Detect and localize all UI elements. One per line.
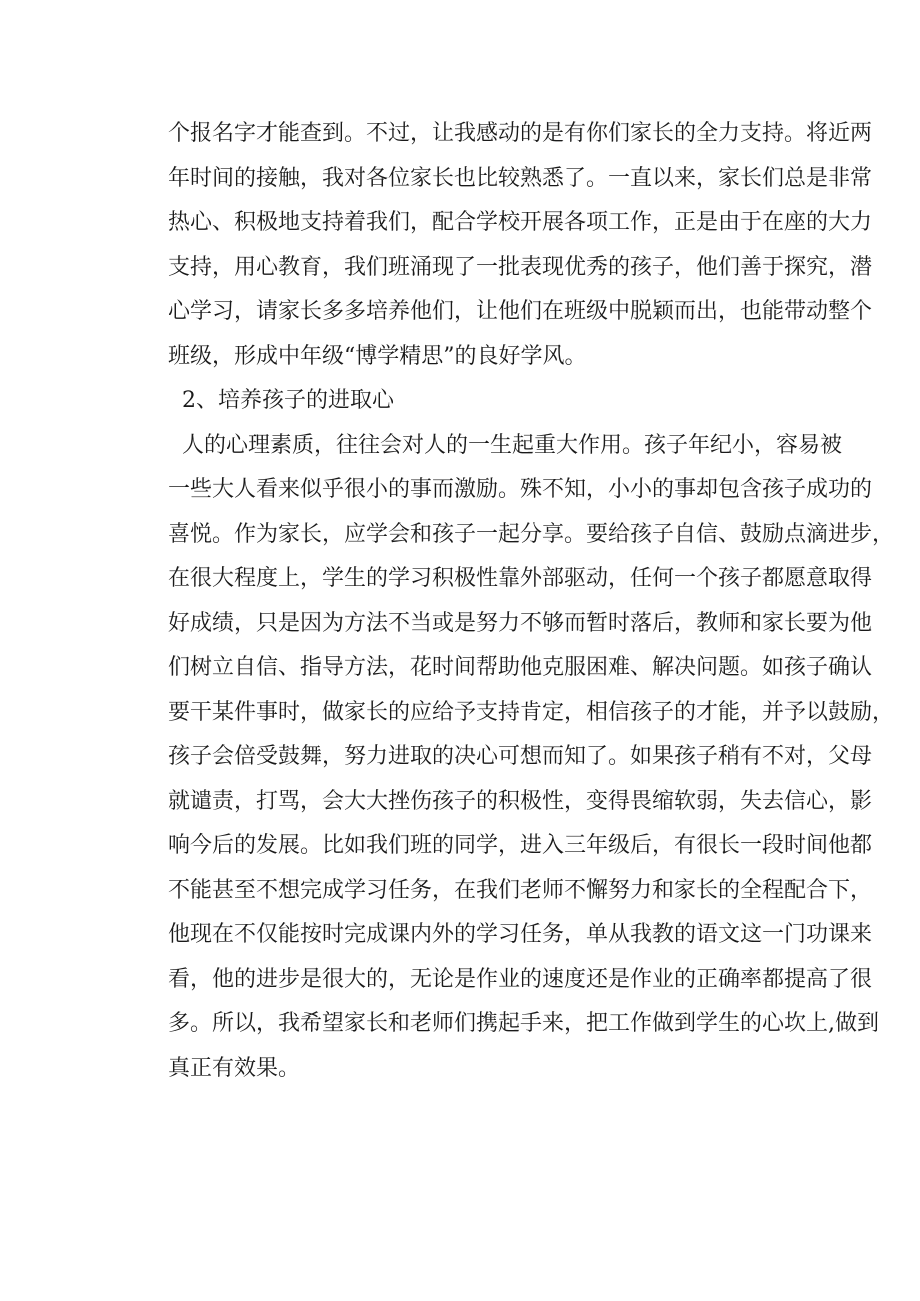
text-line: 响今后的发展。比如我们班的同学，进入三年级后，有很长一段时间他都 (168, 833, 873, 858)
text-line: 热心、积极地支持着我们，配合学校开展各项工作，正是由于在座的大力 (168, 210, 873, 235)
text-line: 支持，用心教育，我们班涌现了一批表现优秀的孩子，他们善于探究，潜 (168, 254, 873, 280)
text-line: 多。所以，我希望家长和老师们携起手来，把工作做到学生的心坎上,做到 (168, 1011, 879, 1036)
text-line: 不能甚至不想完成学习任务，在我们老师不懈努力和家长的全程配合下， (168, 877, 873, 903)
text-line: 人的心理素质，往往会对人的一生起重大作用。孩子年纪小，容易被 (182, 432, 843, 458)
text-line: 年时间的接触，我对各位家长也比较熟悉了。一直以来，家长们总是非常 (168, 165, 873, 191)
text-line: 孩子会倍受鼓舞，努力进取的决心可想而知了。如果孩子稍有不对，父母 (168, 744, 873, 769)
text-line: 个报名字才能查到。不过，让我感动的是有你们家长的全力支持。将近两 (168, 121, 873, 146)
text-line: 喜悦。作为家长，应学会和孩子一起分享。要给孩子自信、鼓励点滴进步， (168, 521, 895, 547)
text-line: 班级，形成中年级“博学精思”的良好学风。 (168, 343, 587, 369)
text-line: 们树立自信、指导方法，花时间帮助他克服困难、解决问题。如孩子确认 (168, 655, 873, 680)
text-line: 他现在不仅能按时完成课内外的学习任务，单从我教的语文这一门功课来 (168, 922, 873, 947)
text-line: 就谴责，打骂，会大大挫伤孩子的积极性，变得畏缩软弱，失去信心，影 (168, 788, 873, 814)
document-body (168, 112, 895, 1091)
section-heading: 2、培养孩子的进取心 (182, 388, 394, 413)
text-line: 心学习，请家长多多培养他们，让他们在班级中脱颖而出，也能带动整个 (168, 299, 873, 324)
text-line: 真正有效果。 (168, 1055, 301, 1081)
text-line: 在很大程度上，学生的学习积极性靠外部驱动，任何一个孩子都愿意取得 (168, 566, 873, 591)
text-line: 好成绩，只是因为方法不当或是努力不够而暂时落后，教师和家长要为他 (168, 610, 873, 636)
text-line: 看，他的进步是很大的，无论是作业的速度还是作业的正确率都提高了很 (168, 966, 873, 992)
text-line: 一些大人看来似乎很小的事而激励。殊不知，小小的事却包含孩子成功的 (168, 477, 873, 502)
text-line: 要干某件事时，做家长的应给予支持肯定，相信孩子的才能，并予以鼓励， (168, 699, 895, 725)
